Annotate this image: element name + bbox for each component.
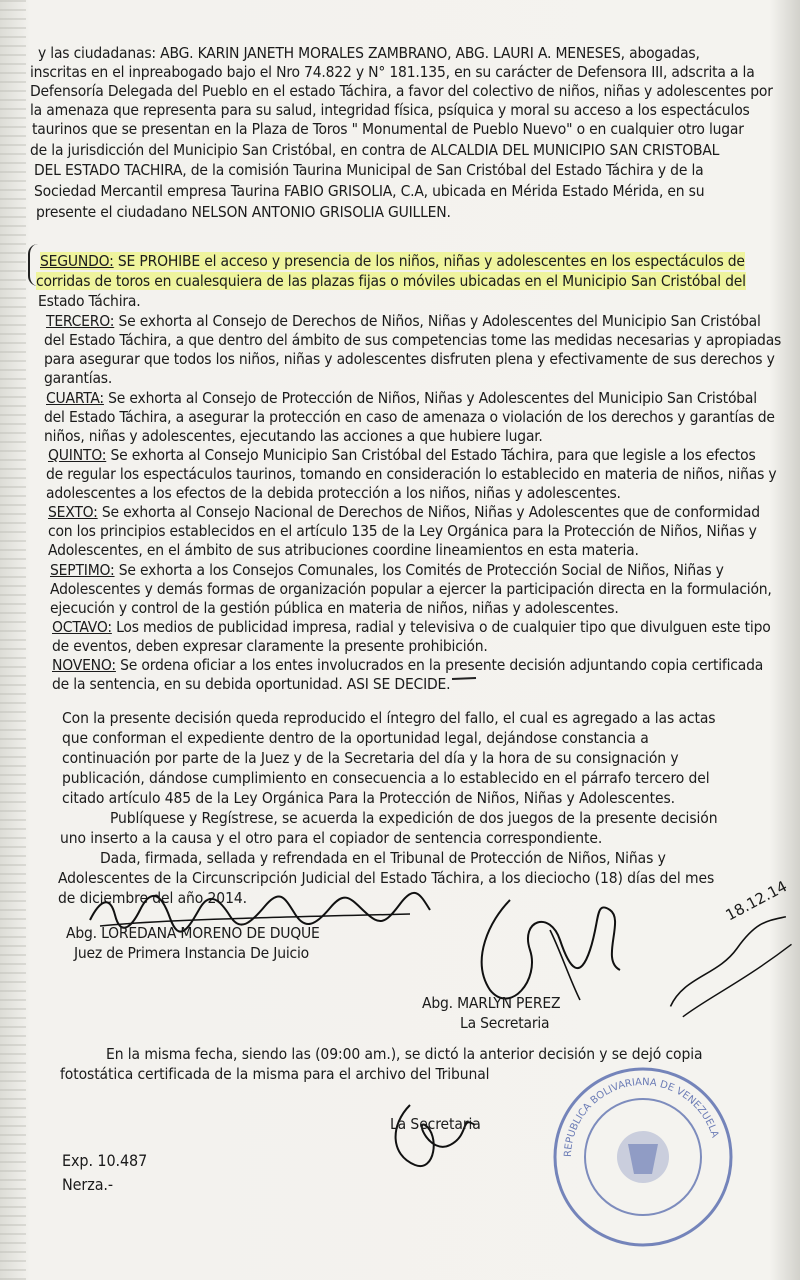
text-line: uno inserto a la causa y el otro para el copiador de sentencia correspondiente.: [60, 829, 603, 847]
official-seal: [548, 1062, 738, 1252]
text-line: que conforman el expediente dentro de la oportunidad legal, dejándose constancia a: [62, 729, 649, 747]
judge-title: Juez de Primera Instancia De Juicio: [74, 944, 309, 962]
initials: Nerza.-: [62, 1175, 113, 1194]
text-line: Dada, firmada, sellada y refrendada en el Tribunal de Protección de Niños, Niñas y: [100, 849, 666, 867]
text-line: presente el ciudadano NELSON ANTONIO GRISOLIA GUILLEN.: [36, 203, 451, 221]
secretary-title: La Secretaria: [460, 1014, 550, 1032]
text-line: DEL ESTADO TACHIRA, de la comisión Taurina Municipal de San Cristóbal del Estado Táchira y de la: [34, 161, 704, 179]
text-line: niños, niñas y adolescentes, ejecutando las acciones a que hubiere lugar.: [44, 427, 543, 445]
secretary-name: Abg. MARLYN PEREZ: [422, 994, 561, 1012]
text-line: del Estado Táchira, a que dentro del ámbito de sus competencias tome las medidas necesarias y apropiadas: [44, 331, 782, 349]
text-line: ejecución y control de la gestión pública en materia de niños, niñas y adolescentes.: [50, 599, 619, 617]
text-line: de la sentencia, en su debida oportunidad. ASI SE DECIDE.: [52, 675, 451, 693]
text-line: de regular los espectáculos taurinos, tomando en consideración lo establecido en materia de niños, niñas y: [46, 465, 777, 483]
clause-label: SEXTO:: [48, 503, 98, 521]
text-line: continuación por parte de la Juez y de la Secretaria del día y la hora de su consignación y: [62, 749, 679, 767]
footer-line: En la misma fecha, siendo las (09:00 am.), se dictó la anterior decisión y se dejó copia: [106, 1045, 703, 1063]
text-line: Defensoría Delegada del Pueblo en el estado Táchira, a favor del colectivo de niños, niñas y adolescentes por: [30, 82, 773, 100]
text-line: citado artículo 485 de la Ley Orgánica Para la Protección de Niños, Niñas y Adolescentes.: [62, 789, 675, 807]
clause-label: OCTAVO:: [52, 618, 112, 636]
text-line: Adolescentes, en el ámbito de sus atribuciones coordine lineamientos en esta materia.: [48, 541, 639, 559]
margin-date: 18.12.14: [722, 877, 791, 925]
footer-signature: [380, 1095, 500, 1175]
text-line: Con la presente decisión queda reproducido el íntegro del fallo, el cual es agregado a las actas: [62, 709, 716, 727]
text-line: de diciembre del año 2014.: [58, 889, 247, 907]
text-line: del Estado Táchira, a asegurar la protección en caso de amenaza o violación de los derechos y garantías de: [44, 408, 775, 426]
text-line: adolescentes a los efectos de la debida protección a los niños, niñas y adolescentes.: [46, 484, 621, 502]
text-line: de eventos, deben expresar claramente la presente prohibición.: [52, 637, 488, 655]
text-line: Adolescentes de la Circunscripción Judicial del Estado Táchira, a los dieciocho (18) días del mes: [58, 869, 715, 887]
text-line: con los principios establecidos en el artículo 135 de la Ley Orgánica para la Protección de Niños, Niñas y: [48, 522, 757, 540]
clause-label: NOVENO:: [52, 656, 116, 674]
text-line: SEPTIMO: Se exhorta a los Consejos Comunales, los Comités de Protección Social de Niños, Niñas y: [50, 561, 724, 579]
expediente-number: Exp. 10.487: [62, 1151, 148, 1170]
clause-label: SEPTIMO:: [50, 561, 115, 579]
footer-line: fotostática certificada de la misma para el archivo del Tribunal: [60, 1065, 490, 1083]
text-line: Estado Táchira.: [38, 292, 141, 310]
text-line: de la jurisdicción del Municipio San Cristóbal, en contra de ALCALDIA DEL MUNICIPIO SAN CRISTOBAL: [30, 141, 720, 159]
text-line: SEGUNDO: SE PROHIBE el acceso y presencia de los niños, niñas y adolescentes en los espectáculos de: [40, 252, 745, 270]
text-line: Publíquese y Regístrese, se acuerda la expedición de dos juegos de la presente decisión: [110, 809, 718, 827]
seal-text: REPUBLICA BOLIVARIANA DE VENEZUELA: [562, 1076, 721, 1158]
text-line: Adolescentes y demás formas de organización popular a ejercer la participación directa en la formulación,: [50, 580, 772, 598]
binding-shadow: [0, 0, 26, 1280]
text-line: CUARTA: Se exhorta al Consejo de Protección de Niños, Niñas y Adolescentes del Municipio San Cristóbal: [46, 389, 757, 407]
clause-label: CUARTA:: [46, 389, 104, 407]
text-line: garantías.: [44, 369, 113, 387]
text-line: taurinos que se presentan en la Plaza de Toros " Monumental de Pueblo Nuevo" o en cualquier otro lugar: [32, 120, 744, 138]
text-line: y las ciudadanas: ABG. KARIN JANETH MORALES ZAMBRANO, ABG. LAURI A. MENESES, abogadas,: [38, 44, 700, 62]
text-line: SEXTO: Se exhorta al Consejo Nacional de Derechos de Niños, Niñas y Adolescentes que de conformidad: [48, 503, 760, 521]
judge-name: Abg. LOREDANA MORENO DE DUQUE: [66, 924, 320, 942]
handwritten-dash: [450, 676, 480, 682]
text-line: publicación, dándose cumplimiento en consecuencia a lo establecido en el párrafo tercero del: [62, 769, 710, 787]
margin-scribble: [639, 885, 800, 1026]
text-line: QUINTO: Se exhorta al Consejo Municipio San Cristóbal del Estado Táchira, para que legisle a los efectos: [48, 446, 756, 464]
text-line: NOVENO: Se ordena oficiar a los entes involucrados en la presente decisión adjuntando copia certificada: [52, 656, 764, 674]
clause-label: QUINTO:: [48, 446, 107, 464]
text-line: TERCERO: Se exhorta al Consejo de Derechos de Niños, Niñas y Adolescentes del Municipio San Cristóbal: [46, 312, 761, 330]
clause-label: TERCERO:: [46, 312, 115, 330]
text-line: Sociedad Mercantil empresa Taurina FABIO GRISOLIA, C.A, ubicada en Mérida Estado Mérida, en su: [34, 182, 705, 200]
text-line: la amenaza que representa para su salud, integridad física, psíquica y moral su acceso a los espectáculos: [30, 101, 750, 119]
text-line: OCTAVO: Los medios de publicidad impresa, radial y televisiva o de cualquier tipo que divulguen este tipo: [52, 618, 771, 636]
clause-label: SEGUNDO:: [40, 252, 114, 270]
text-line: inscritas en el inpreabogado bajo el Nro 74.822 y N° 181.135, en su carácter de Defensora III, adscrita a la: [30, 63, 755, 81]
text-line: para asegurar que todos los niños, niñas y adolescentes disfruten plena y efectivamente de sus derechos y: [44, 350, 775, 368]
footer-secretary-title: La Secretaria: [390, 1115, 481, 1133]
text-line: corridas de toros en cualesquiera de las plazas fijas o móviles ubicadas en el Municipio San Cristóbal del: [36, 272, 746, 290]
